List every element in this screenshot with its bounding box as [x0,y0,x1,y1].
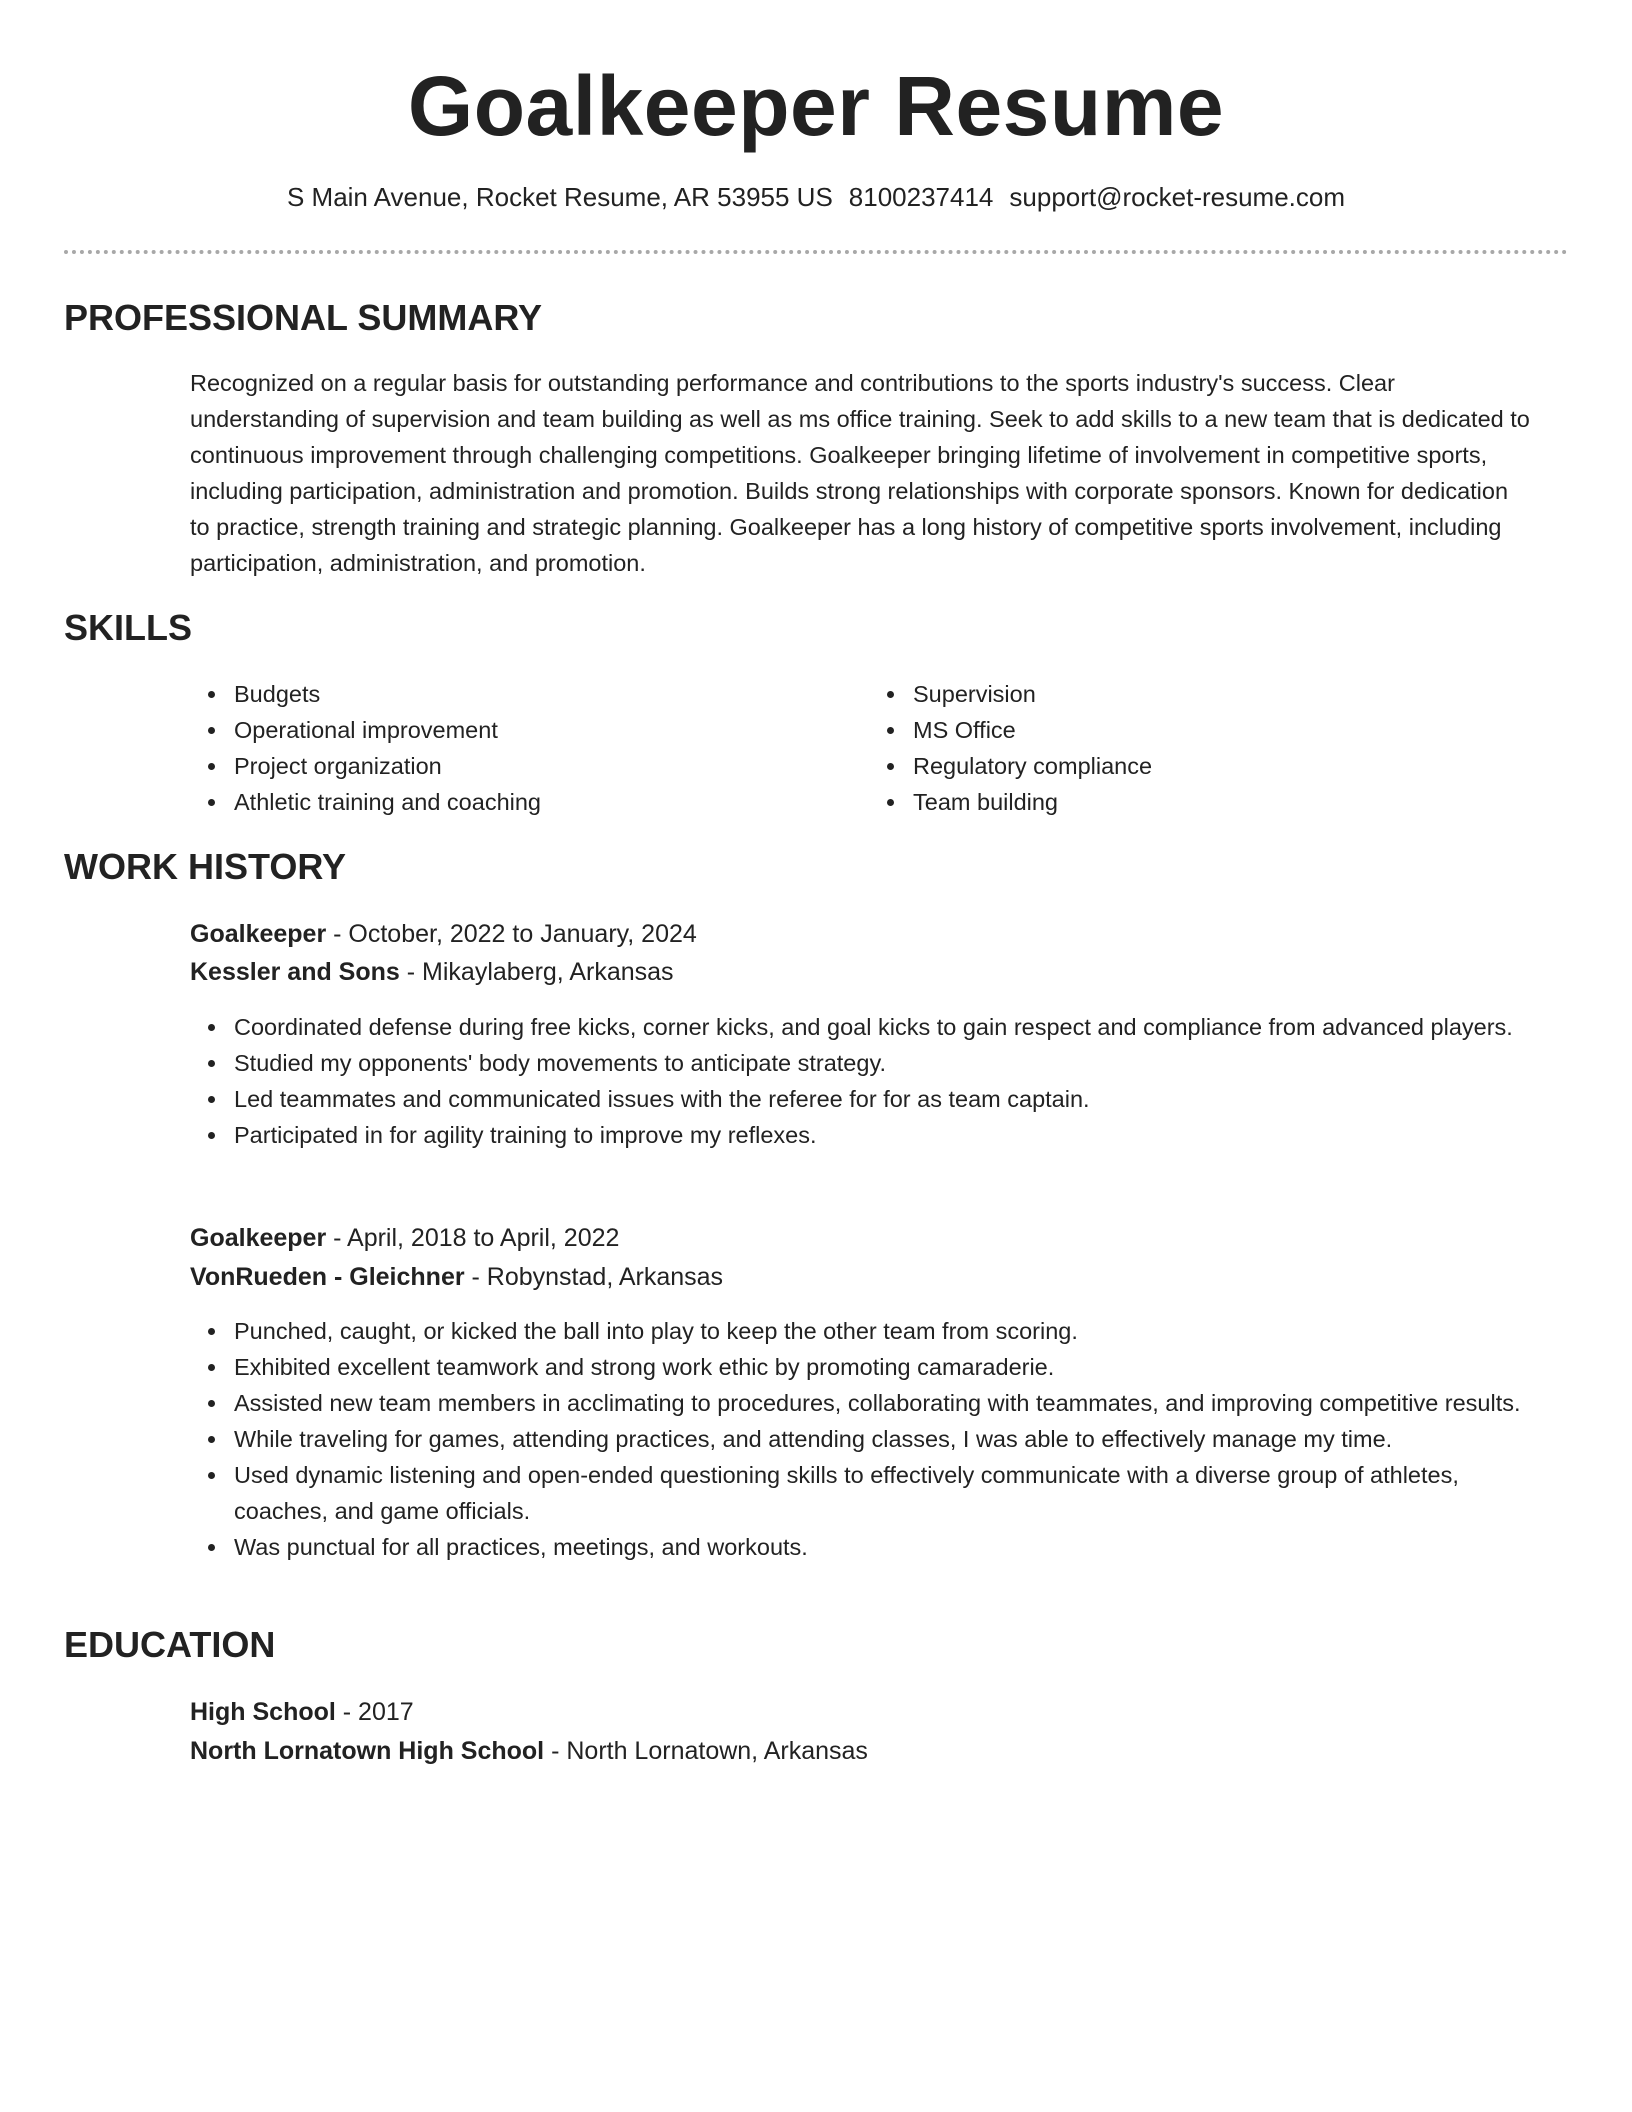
skill-item: Athletic training and coaching [190,784,541,820]
skill-item: Team building [869,784,1152,820]
skill-item: Regulatory compliance [869,748,1152,784]
job-bullet: While traveling for games, attending practices, and attending classes, I was able to effectively manage my time. [190,1421,1550,1457]
section-title-summary: PROFESSIONAL SUMMARY [64,297,543,338]
contact-line [0,180,1632,214]
job-title: Goalkeeper [190,920,327,948]
job-location: - Mikaylaberg, Arkansas [399,958,674,986]
job-dates: - October, 2022 to January, 2024 [326,920,697,948]
education-year: - 2017 [335,1698,414,1726]
skills-list-right [869,676,1152,820]
resume-title: Goalkeeper Resume [407,59,1225,153]
contact-address: S Main Avenue, Rocket Resume, AR 53955 US [286,182,833,212]
skill-item: Supervision [869,676,1152,712]
skills-list-left [190,676,541,820]
job-location: - Robynstad, Arkansas [464,1263,724,1291]
section-title-work: WORK HISTORY [64,846,347,887]
job-bullet: Used dynamic listening and open-ended questioning skills to effectively communicate with a diverse group of athletes, coaches, and game officials. [190,1457,1550,1529]
job-company: VonRueden - Gleichner [190,1263,465,1291]
education-school-line [190,1733,868,1769]
job-bullet: Coordinated defense during free kicks, corner kicks, and goal kicks to gain respect and compliance from advanced players. [190,1009,1550,1045]
summary-text: Recognized on a regular basis for outstanding performance and contributions to the sports industry's success. Clear understanding of supervision and team building as well as ms office training. Seek to add skills to a new team that is dedicated to continuous improvement through challenging competitions. Goalkeeper bringing lifetime of involvement in competitive sports, including participation, administration and promotion. Builds strong relationships with corporate sponsors. Known for dedication to practice, strength training and strategic planning. Goalkeeper has a long history of competitive sports involvement, including participation, administration, and promotion. [190,370,1530,576]
section-title-skills: SKILLS [64,607,193,648]
job-bullets [190,1009,1550,1153]
education-degree-line [190,1694,414,1730]
job-bullet: Exhibited excellent teamwork and strong work ethic by promoting camaraderie. [190,1349,1550,1385]
header-divider [64,250,1568,254]
job-bullets [190,1313,1550,1565]
job-bullet: Assisted new team members in acclimating to procedures, collaborating with teammates, and improving competitive results. [190,1385,1550,1421]
job-title: Goalkeeper [190,1224,327,1252]
education-degree: High School [190,1698,336,1726]
job-title-line [190,916,697,952]
education-location: - North Lornatown, Arkansas [544,1737,868,1765]
job-bullet: Studied my opponents' body movements to anticipate strategy. [190,1045,1550,1081]
job-dates: - April, 2018 to April, 2022 [326,1224,620,1252]
skill-item: Project organization [190,748,541,784]
job-title-line [190,1220,619,1256]
section-title-education: EDUCATION [64,1624,276,1665]
skill-item: MS Office [869,712,1152,748]
job-bullet: Participated in for agility training to improve my reflexes. [190,1117,1550,1153]
job-bullet: Led teammates and communicated issues with the referee for for as team captain. [190,1081,1550,1117]
contact-email: support@rocket-resume.com [1009,182,1346,212]
skill-item: Operational improvement [190,712,541,748]
job-company: Kessler and Sons [190,958,400,986]
job-company-line [190,954,674,990]
contact-phone: 8100237414 [848,182,994,212]
job-company-line [190,1259,723,1295]
job-bullet: Was punctual for all practices, meetings, and workouts. [190,1529,1550,1565]
skill-item: Budgets [190,676,541,712]
job-bullet: Punched, caught, or kicked the ball into play to keep the other team from scoring. [190,1313,1550,1349]
education-school: North Lornatown High School [190,1737,545,1765]
